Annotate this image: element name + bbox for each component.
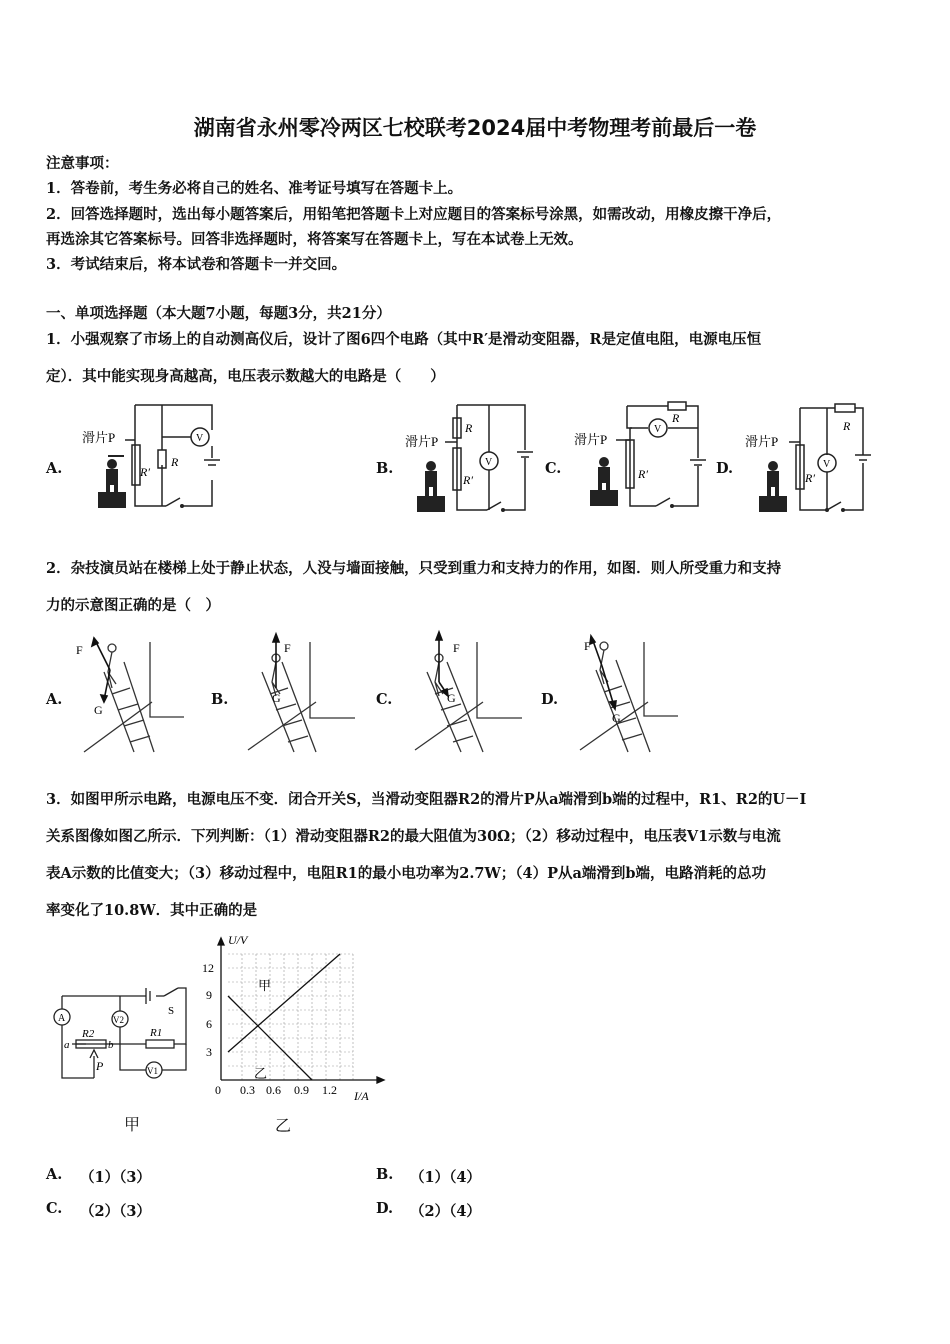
notice-heading: 注意事项： bbox=[46, 155, 119, 172]
q2a-f-label: F bbox=[76, 643, 83, 657]
q3-xtick-0.6: 0.6 bbox=[266, 1083, 281, 1097]
q2a-g-label: G bbox=[94, 703, 103, 717]
q3-ytick-6: 6 bbox=[206, 1017, 212, 1031]
q1a-v-label: V bbox=[196, 433, 204, 444]
q3-caption-jia: 甲 bbox=[124, 1115, 141, 1134]
q1-option-b-label: B. bbox=[376, 460, 394, 477]
q1b-rp-label: R′ bbox=[463, 473, 473, 487]
q3-v1-label: V1 bbox=[147, 1066, 158, 1076]
q3-xtick-0: 0 bbox=[215, 1083, 221, 1097]
q1d-slider-label: 滑片P bbox=[745, 434, 779, 449]
q3-xtick-0.3: 0.3 bbox=[240, 1083, 255, 1097]
q1-option-a-label: A. bbox=[46, 460, 63, 477]
q1-option-c-label: C. bbox=[545, 460, 562, 477]
notice-item-1: 1．答卷前，考生务必将自己的姓名、准考证号填写在答题卡上。 bbox=[46, 180, 463, 197]
q2b-f-label: F bbox=[284, 641, 291, 655]
q1d-v-label: V bbox=[823, 459, 831, 470]
q2-option-a-label: A. bbox=[46, 691, 63, 708]
q1a-r-label: R bbox=[171, 455, 179, 469]
q1a-rp-label: R′ bbox=[140, 465, 150, 479]
q1d-rp-label: R′ bbox=[805, 471, 815, 485]
q1d-r-label: R bbox=[843, 419, 851, 433]
q3-b-end-label: b bbox=[108, 1039, 114, 1051]
page-title: 湖南省永州零冷两区七校联考2024届中考物理考前最后一卷 bbox=[193, 116, 757, 140]
q2-option-c-label: C. bbox=[376, 691, 393, 708]
q3-v2-label: V2 bbox=[113, 1015, 124, 1025]
q3-a-end-label: a bbox=[64, 1039, 70, 1051]
q1-circuit-c bbox=[572, 398, 712, 513]
q1c-v-label: V bbox=[654, 424, 662, 435]
q3-switch-label: S bbox=[168, 1005, 175, 1017]
q3-graph-label-jia: 甲 bbox=[258, 978, 272, 993]
q3-graph-grid bbox=[228, 954, 353, 1080]
q1-text-line1: 1．小强观察了市场上的自动测高仪后，设计了图6四个电路（其中R′是滑动变阻器，R是定值电阻，电源电压恒 bbox=[46, 331, 762, 348]
q3-ytick-9: 9 bbox=[206, 988, 212, 1002]
q3-graph-ylabel: U/V bbox=[228, 933, 248, 947]
q2-figure-c bbox=[405, 628, 525, 755]
q1-option-d-label: D. bbox=[716, 460, 734, 477]
section-heading: 一、单项选择题（本大题7小题，每题3分，共21分） bbox=[46, 305, 391, 322]
q3-option-d-text: （2）（4） bbox=[410, 1203, 481, 1220]
q2b-g-label: G bbox=[272, 691, 281, 705]
q2-text-line1: 2．杂技演员站在楼梯上处于静止状态，人没与墙面接触，只受到重力和支持力的作用，如图．则人所受重力和支持 bbox=[46, 560, 782, 577]
q1c-rp-label: R′ bbox=[638, 467, 648, 481]
q3-r2-label: R2 bbox=[82, 1028, 95, 1040]
notice-item-2-cont: 再选涂其它答案标号。回答非选择题时，将答案写在答题卡上，写在本试卷上无效。 bbox=[46, 231, 583, 248]
q3-caption-yi: 乙 bbox=[275, 1116, 292, 1135]
q3-option-c-letter: C. bbox=[46, 1200, 63, 1217]
q3-ytick-3: 3 bbox=[206, 1045, 212, 1059]
q1-circuit-a bbox=[80, 400, 230, 515]
q1b-slider-label: 滑片P bbox=[405, 434, 439, 449]
q3-option-c-text: （2）（3） bbox=[80, 1203, 151, 1220]
q1-text-line2: 定）．其中能实现身高越高，电压表示数越大的电路是（ ） bbox=[46, 368, 445, 385]
q3-text-line4: 率变化了10.8W．其中正确的是 bbox=[46, 902, 258, 919]
q2-figure-b bbox=[240, 630, 360, 755]
q3-xtick-1.2: 1.2 bbox=[322, 1083, 337, 1097]
q1b-r-label: R bbox=[465, 421, 473, 435]
q2-figure-d bbox=[570, 630, 685, 755]
q1-circuit-b bbox=[405, 400, 540, 515]
q3-option-b-text: （1）（4） bbox=[410, 1169, 481, 1186]
q3-graph-xlabel: I/A bbox=[354, 1089, 369, 1103]
q3-ammeter-label: A bbox=[58, 1013, 66, 1024]
q3-line-jia bbox=[228, 954, 340, 1052]
q3-p-label: P bbox=[96, 1059, 104, 1073]
q3-option-a-letter: A. bbox=[46, 1166, 63, 1183]
q3-option-d-letter: D. bbox=[376, 1200, 394, 1217]
q3-text-line3: 表A示数的比值变大；（3）移动过程中，电阻R1的最小电功率为2.7W；（4）P从a端滑到b端，电路消耗的总功 bbox=[46, 865, 767, 882]
q1-circuit-d bbox=[745, 400, 885, 515]
q2c-g-label: G bbox=[447, 691, 456, 705]
q2c-f-label: F bbox=[453, 641, 460, 655]
q2-text-line2: 力的示意图正确的是（ ） bbox=[46, 597, 220, 614]
q2-figure-a bbox=[72, 632, 187, 757]
q1a-slider-label: 滑片P bbox=[82, 430, 116, 445]
q3-graph-label-yi: 乙 bbox=[254, 1066, 268, 1081]
q2-option-d-label: D. bbox=[541, 691, 559, 708]
q3-option-a-text: （1）（3） bbox=[80, 1169, 151, 1186]
q1c-slider-label: 滑片P bbox=[574, 432, 608, 447]
notice-item-3: 3．考试结束后，将本试卷和答题卡一并交回。 bbox=[46, 256, 347, 273]
q1b-v-label: V bbox=[485, 457, 493, 468]
q3-xtick-0.9: 0.9 bbox=[294, 1083, 309, 1097]
q3-circuit-jia bbox=[46, 978, 206, 1088]
notice-item-2: 2．回答选择题时，选出每小题答案后，用铅笔把答题卡上对应题目的答案标号涂黑，如需改动，用橡皮擦干净后， bbox=[46, 206, 782, 223]
q3-graph-yi bbox=[198, 930, 388, 1105]
q2d-f-label: F bbox=[584, 639, 591, 653]
q3-text-line1: 3．如图甲所示电路，电源电压不变．闭合开关S，当滑动变阻器R2的滑片P从a端滑到b端的过程中，R1、R2的U－I bbox=[46, 791, 807, 808]
q3-text-line2: 关系图像如图乙所示．下列判断：（1）滑动变阻器R2的最大阻值为30Ω；（2）移动过程中，电压表V1示数与电流 bbox=[46, 828, 781, 845]
q2d-g-label: G bbox=[612, 711, 621, 725]
q3-option-b-letter: B. bbox=[376, 1166, 394, 1183]
q3-ytick-12: 12 bbox=[202, 961, 214, 975]
q2-option-b-label: B. bbox=[211, 691, 229, 708]
q1c-r-label: R bbox=[672, 411, 680, 425]
q3-r1-label: R1 bbox=[150, 1027, 163, 1039]
